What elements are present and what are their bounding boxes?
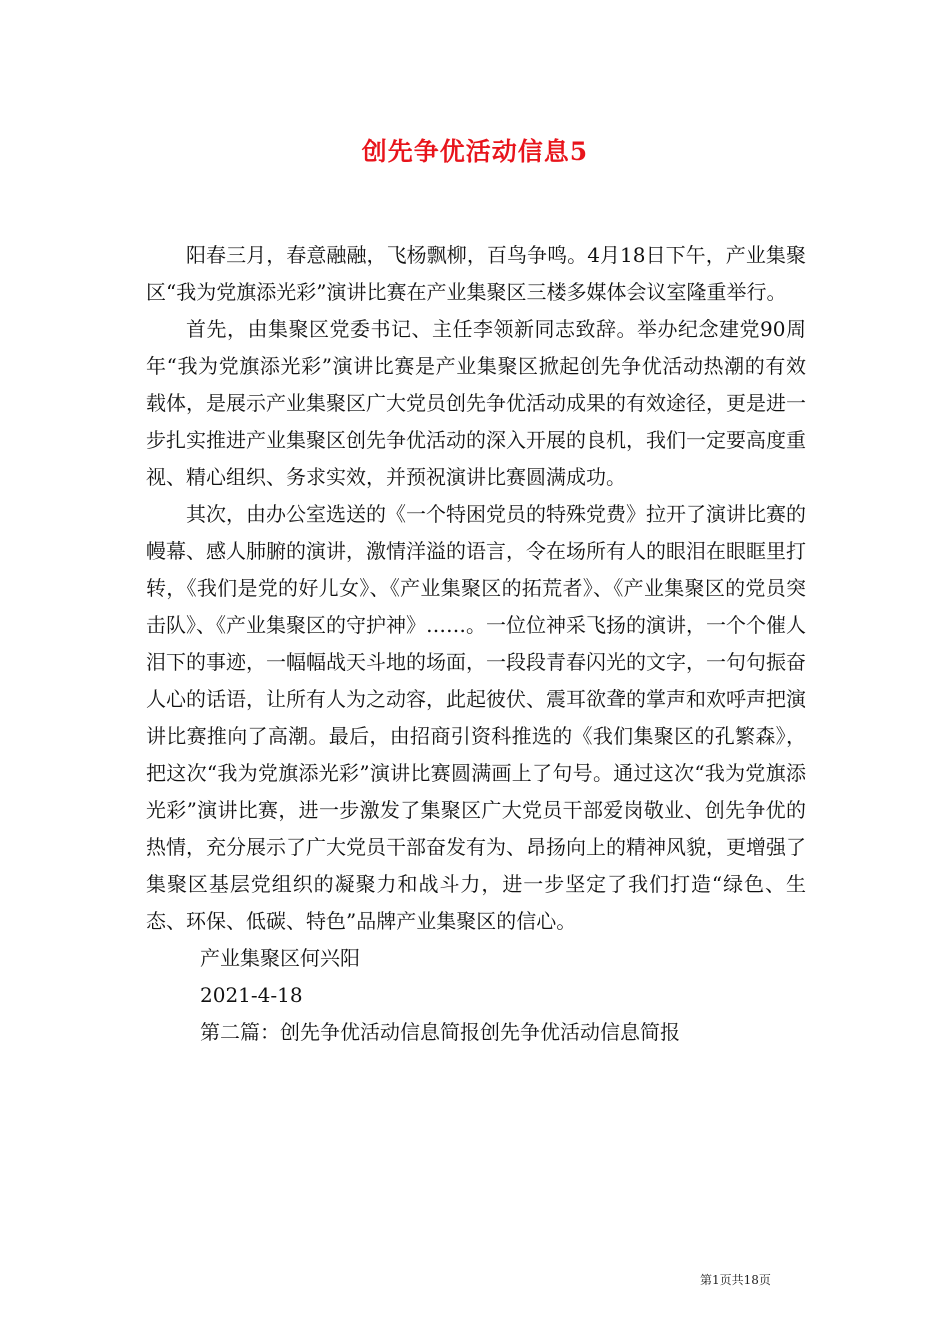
page-footer: 第1页共18页 xyxy=(700,1273,771,1287)
paragraph-2: 首先，由集聚区党委书记、主任李领新同志致辞。举办纪念建党90周年“我为党旗添光彩”演讲比赛是产业集聚区掀起创先争优活动热潮的有效载体，是展示产业集聚区广大党员创先争优活动成果的有效途径，更是进一步扎实推进产业集聚区创先争优活动的深入开展的良机，我们一定要高度重视、精心组织、务求实效，并预祝演讲比赛圆满成功。 xyxy=(146,317,806,489)
document-body xyxy=(146,237,806,1051)
paragraph-3: 其次，由办公室选送的《一个特困党员的特殊党费》拉开了演讲比赛的幔幕、感人肺腑的演讲，激情洋溢的语言，令在场所有人的眼泪在眼眶里打转，《我们是党的好儿女》、《产业集聚区的拓荒者》、《产业集聚区的党员突击队》、《产业集聚区的守护神》……。一位位神采飞扬的演讲，一个个催人泪下的事迹，一幅幅战天斗地的场面，一段段青春闪光的文字，一句句振奋人心的话语，让所有人为之动容，此起彼伏、震耳欲聋的掌声和欢呼声把演讲比赛推向了高潮。最后，由招商引资科推选的《我们集聚区的孔繁森》，把这次“我为党旗添光彩”演讲比赛圆满画上了句号。通过这次“我为党旗添光彩”演讲比赛，进一步激发了集聚区广大党员干部爱岗敬业、创先争优的热情，充分展示了广大党员干部奋发有为、昂扬向上的精神风貌，更增强了集聚区基层党组织的凝聚力和战斗力，进一步坚定了我们打造“绿色、生态、环保、低碳、特色”品牌产业集聚区的信心。 xyxy=(146,502,806,933)
document-title: 创先争优活动信息5 xyxy=(361,137,589,166)
paragraph-1: 阳春三月，春意融融，飞杨飘柳，百鸟争鸣。4月18日下午，产业集聚区“我为党旗添光彩”演讲比赛在产业集聚区三楼多媒体会议室隆重举行。 xyxy=(146,243,806,304)
date: 2021-4-18 xyxy=(200,983,303,1007)
signature: 产业集聚区何兴阳 xyxy=(200,946,360,970)
next-section-heading: 第二篇：创先争优活动信息简报创先争优活动信息简报 xyxy=(200,1020,680,1044)
